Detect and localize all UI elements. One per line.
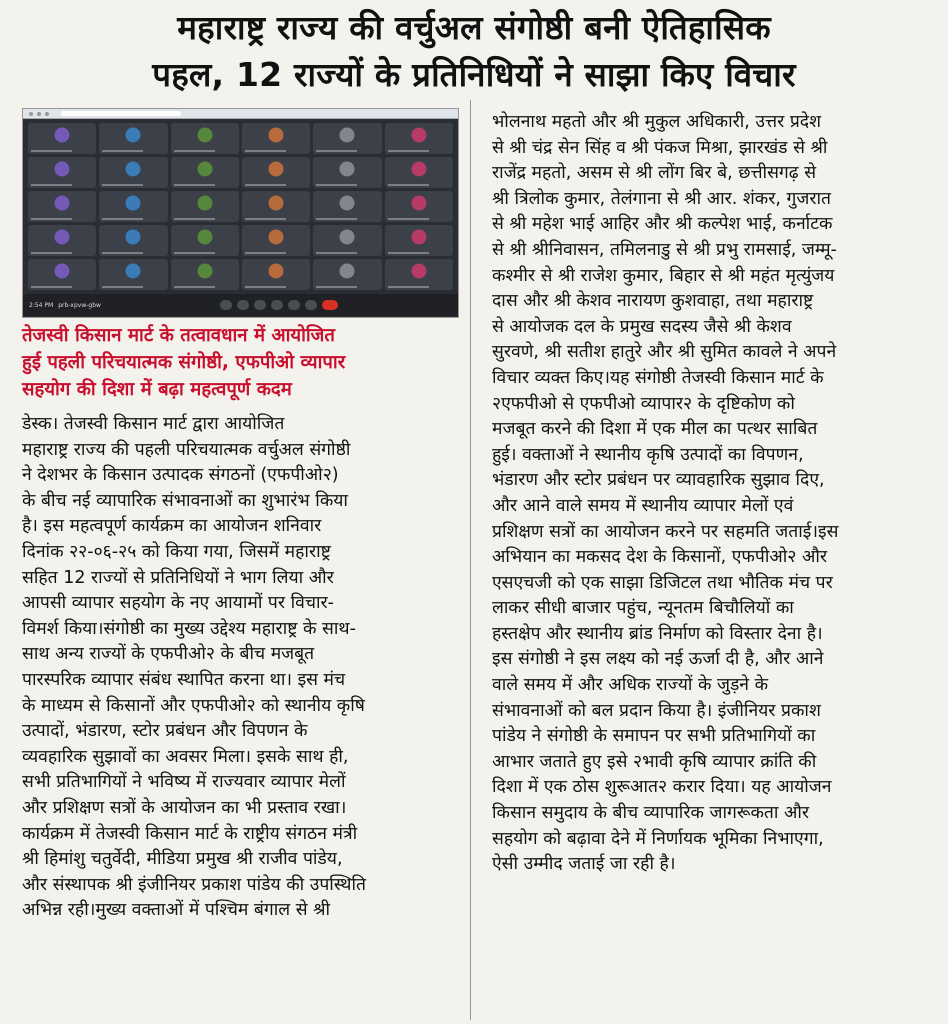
participant-tile [313,259,381,290]
participant-name-bar [388,252,429,254]
article-line: से श्री श्रीनिवासन, तमिलनाडु से श्री प्रभु रामसाई, जम्मू- [492,239,837,260]
participant-name-bar [245,218,286,220]
headline-line-1: महाराष्ट्र राज्य की वर्चुअल संगोष्ठी बनी ऐतिहासिक [177,8,771,47]
participant-tile [171,225,239,256]
meeting-control-bar [23,294,458,316]
participant-name-bar [31,150,72,152]
article-line: सहित 12 राज्यों से प्रतिनिधियों ने भाग लिया और [22,567,334,588]
article-line: के बीच नई व्यापारिक संभावनाओं का शुभारंभ किया [22,490,348,511]
more-icon [305,300,317,310]
participant-avatar [197,128,212,143]
participant-name-bar [388,286,429,288]
participant-avatar [126,162,141,177]
article-line: लाकर सीधी बाजार पहुंच, न्यूनतम बिचौलियों का [492,598,794,619]
participant-name-bar [245,150,286,152]
meeting-time: 2:54 PM [29,301,54,309]
article-line: श्री हिमांशु चतुर्वेदी, मीडिया प्रमुख श्री राजीव पांडेय, [22,849,343,870]
article-line: वाले समय में और अधिक राज्यों के जुड़ने के [492,675,769,696]
participant-avatar [411,128,426,143]
article-line: इस संगोष्ठी ने इस लक्ष्य को नई ऊर्जा दी है, और आने [492,649,824,670]
article-line: किसान समुदाय के बीच व्यापारिक जागरूकता और [492,803,810,824]
participant-tile [242,123,310,154]
participant-avatar [269,162,284,177]
article-line: संभावनाओं को बल प्रदान किया है। इंजीनियर प्रकाश [492,700,821,721]
article-line: विचार व्यक्त किए।यह संगोष्ठी तेजस्वी किसान मार्ट के [492,367,824,388]
participant-tile [171,191,239,222]
participant-tile [99,157,167,188]
mic-icon [220,300,232,310]
article-line: ऐसी उम्मीद जताई जा रही है। [492,854,676,875]
article-line: पांडेय ने संगोष्ठी के समापन पर सभी प्रतिभागियों का [492,726,816,747]
article-line: पारस्परिक व्यापार संबंध स्थापित करना था। इस मंच [22,669,346,690]
article-line: विमर्श किया।संगोष्ठी का मुख्य उद्देश्य महाराष्ट्र के साथ- [22,618,356,639]
participant-avatar [411,196,426,211]
participant-tile [385,157,453,188]
participant-avatar [340,162,355,177]
article-line: हस्तक्षेप और स्थानीय ब्रांड निर्माण को विस्तार देना है। [492,623,823,644]
participant-name-bar [174,218,215,220]
article-line: आभार जताते हुए इसे २भावी कृषि व्यापार क्रांति की [492,751,817,772]
participant-name-bar [174,252,215,254]
participant-avatar [55,230,70,245]
participant-tile [99,123,167,154]
participant-name-bar [31,252,72,254]
subheadline [22,322,462,403]
participant-tile [28,157,96,188]
article-line: और आने वाले समय में स्थानीय व्यापार मेलों एवं [492,495,794,516]
article-line: से आयोजक दल के प्रमुख सदस्य जैसे श्री केशव [492,316,792,337]
article-line: अभिन्न रही।मुख्य वक्ताओं में पश्चिम बंगाल से श्री [22,900,331,921]
article-line: ने देशभर के किसान उत्पादक संगठनों (एफपीओ२) [22,465,339,486]
article-line: और प्रशिक्षण सत्रों के आयोजन का भी प्रस्ताव रखा। [22,797,347,818]
participant-tile [242,225,310,256]
article-line: श्री त्रिलोक कुमार, तेलंगाना से श्री आर. शंकर, गुजरात [492,188,832,209]
article-line: हुई। वक्ताओं ने स्थानीय कृषि उत्पादों का विपणन, [492,444,804,465]
article-line: अभियान का मकसद देश के किसानों, एफपीओ२ और [492,547,828,568]
article-line: साथ अन्य राज्यों के एफपीओ२ के बीच मजबूत [22,644,315,665]
participant-tile [385,259,453,290]
participant-avatar [269,230,284,245]
article-left-column [22,412,462,924]
article-line: राजेंद्र महतो, असम से श्री लोंग बिर बे, छत्तीसगढ़ से [492,163,817,184]
participant-name-bar [31,286,72,288]
participant-name-bar [102,252,143,254]
participant-name-bar [102,184,143,186]
meeting-code: prb-xpvw-gbw [58,301,101,309]
subheadline-line-3: सहयोग की दिशा में बढ़ा महत्वपूर्ण कदम [22,379,292,400]
present-icon [271,300,283,310]
participant-name-bar [102,286,143,288]
participant-tile [28,225,96,256]
participant-tile [242,191,310,222]
participant-name-bar [102,218,143,220]
article-line: उत्पादों, भंडारण, स्टोर प्रबंधन और विपणन के [22,721,308,742]
participant-avatar [340,196,355,211]
participant-tile [313,191,381,222]
participant-tile [385,225,453,256]
participant-name-bar [316,286,357,288]
participant-name-bar [31,218,72,220]
participant-tile [242,259,310,290]
article-line: सहयोग को बढ़ावा देने में निर्णायक भूमिका निभाएगा, [492,828,824,849]
browser-bar [23,109,458,119]
participant-name-bar [174,184,215,186]
article-line: दिनांक २२-०६-२५ को किया गया, जिसमें महाराष्ट्र [22,541,331,562]
participant-tile [171,157,239,188]
participant-avatar [411,264,426,279]
participant-name-bar [174,286,215,288]
article-line: एसएचजी को एक साझा डिजिटल तथा भौतिक मंच पर [492,572,833,593]
participant-tile [385,191,453,222]
headline-line-2: पहल, 12 राज्यों के प्रतिनिधियों ने साझा किए विचार [152,55,796,94]
participant-tile [28,123,96,154]
participant-tile [28,259,96,290]
participant-avatar [340,230,355,245]
participant-avatar [269,196,284,211]
article-line: महाराष्ट्र राज्य की पहली परिचयात्मक वर्चुअल संगोष्ठी [22,439,351,460]
article-line: से श्री चंद्र सेन सिंह व श्री पंकज मिश्रा, झारखंड से श्री [492,137,828,158]
participant-avatar [269,128,284,143]
participant-name-bar [316,184,357,186]
participant-avatar [126,196,141,211]
article-line: दास और श्री केशव नारायण कुशवाहा, तथा महाराष्ट्र [492,291,814,312]
article-line: २एफपीओ से एफपीओ व्यापार२ के दृष्टिकोण को [492,393,795,414]
participant-tile [313,123,381,154]
participant-grid [23,119,458,294]
headline [10,4,938,98]
article-line: के माध्यम से किसानों और एफपीओ२ को स्थानीय कृषि [22,695,365,716]
participant-avatar [197,196,212,211]
article-right-column [492,110,938,878]
article-line: भंडारण और स्टोर प्रबंधन पर व्यावहारिक सुझाव दिए, [492,470,825,491]
subheadline-line-1: तेजस्वी किसान मार्ट के तत्वावधान में आयोजित [22,325,335,346]
participant-avatar [340,264,355,279]
participant-avatar [55,196,70,211]
article-line: भोलनाथ महतो और श्री मुकुल अधिकारी, उत्तर प्रदेश [492,112,821,132]
column-divider [470,100,471,1020]
article-line: सुरवणे, श्री सतीश हातुरे और श्री सुमित कावले ने अपने [492,342,837,363]
participant-name-bar [388,150,429,152]
article-line: कार्यक्रम में तेजस्वी किसान मार्ट के राष्ट्रीय संगठन मंत्री [22,823,358,844]
article-line: प्रशिक्षण सत्रों का आयोजन करने पर सहमति जताई।इस [492,521,839,542]
article-line: है। इस महत्वपूर्ण कार्यक्रम का आयोजन शनिवार [22,516,322,537]
participant-name-bar [245,252,286,254]
camera-icon [237,300,249,310]
participant-tile [99,191,167,222]
participant-avatar [197,230,212,245]
participant-name-bar [388,218,429,220]
participant-tile [28,191,96,222]
article-line: से श्री महेश भाई आहिर और श्री कल्पेश भाई, कर्नाटक [492,214,833,235]
participant-tile [99,259,167,290]
participant-avatar [269,264,284,279]
participant-avatar [411,230,426,245]
participant-tile [242,157,310,188]
participant-avatar [126,230,141,245]
participant-name-bar [316,218,357,220]
participant-tile [313,225,381,256]
participant-tile [171,259,239,290]
participant-name-bar [174,150,215,152]
meeting-screenshot-photo [22,108,459,318]
participant-avatar [340,128,355,143]
article-line: आपसी व्यापार सहयोग के नए आयामों पर विचार- [22,593,334,614]
article-line: और संस्थापक श्री इंजीनियर प्रकाश पांडेय की उपस्थिति [22,874,366,895]
participant-avatar [55,264,70,279]
article-line: सभी प्रतिभागियों ने भविष्य में राज्यवार व्यापार मेलों [22,772,346,793]
participant-avatar [55,162,70,177]
end-call-icon [322,300,338,310]
participant-avatar [126,128,141,143]
participant-name-bar [316,252,357,254]
article-line: कश्मीर से श्री राजेश कुमार, बिहार से श्री महंत मृत्युंजय [492,265,835,286]
participant-tile [99,225,167,256]
participant-tile [171,123,239,154]
article-line: डेस्क। तेजस्वी किसान मार्ट द्वारा आयोजित [22,414,285,434]
subheadline-line-2: हुई पहली परिचयात्मक संगोष्ठी, एफपीओ व्यापार [22,352,346,373]
participant-avatar [55,128,70,143]
participant-avatar [411,162,426,177]
article-line: दिशा में एक ठोस शुरूआत२ करार दिया। यह आयोजन [492,777,832,798]
participant-tile [385,123,453,154]
participant-name-bar [316,150,357,152]
participant-name-bar [245,286,286,288]
article-line: व्यवहारिक सुझावों का अवसर मिला। इसके साथ ही, [22,746,349,767]
article-line: मजबूत करने की दिशा में एक मील का पत्थर साबित [492,419,818,440]
participant-avatar [126,264,141,279]
participant-avatar [197,264,212,279]
participant-name-bar [102,150,143,152]
raise-hand-icon [288,300,300,310]
participant-tile [313,157,381,188]
participant-name-bar [245,184,286,186]
captions-icon [254,300,266,310]
participant-name-bar [388,184,429,186]
participant-avatar [197,162,212,177]
participant-name-bar [31,184,72,186]
